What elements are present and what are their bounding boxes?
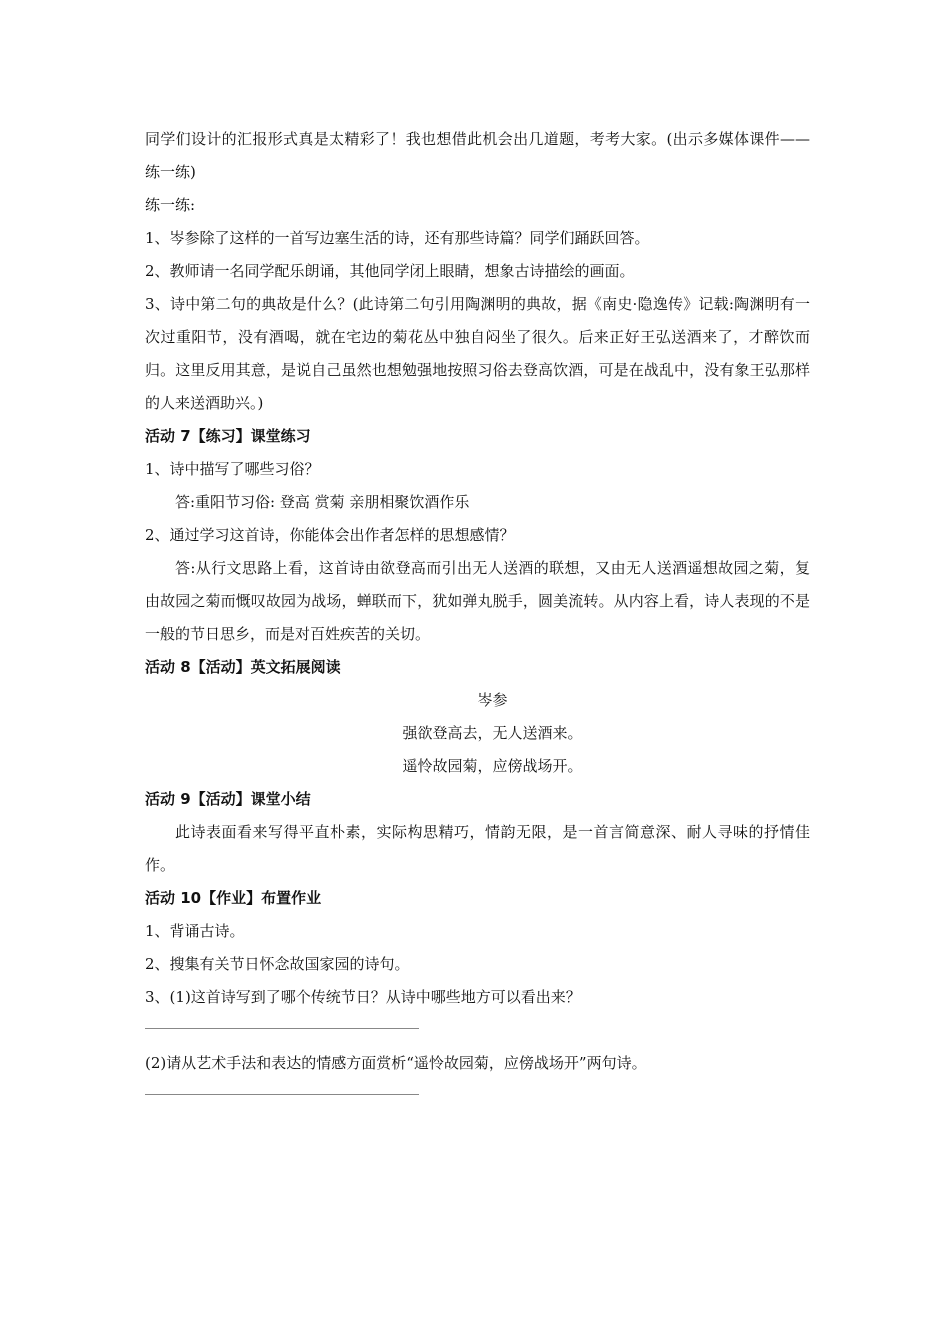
activity-10-heading: 活动 10【作业】布置作业 — [145, 889, 322, 907]
answer-line-1 — [145, 1028, 419, 1029]
practice-title: 练一练: — [145, 196, 196, 214]
activity-9-heading: 活动 9【活动】课堂小结 — [145, 790, 311, 808]
activity-7-answer-2: 答:从行文思路上看，这首诗由欲登高而引出无人送酒的联想，又由无人送酒遥想故园之菊，复由故园之菊而慨叹故园为战场，蝉联而下，犹如弹丸脱手，圆美流转。从内容上看，诗人表现的不是一般的节日思乡，而是对百姓疾苦的关切。 — [145, 559, 810, 643]
intro-paragraph: 同学们设计的汇报形式真是太精彩了！我也想借此机会出几道题，考考大家。(出示多媒体课件——练一练) — [145, 130, 810, 181]
answer-line-2 — [145, 1094, 419, 1095]
activity-7-answer-1: 答:重阳节习俗: 登高 赏菊 亲朋相聚饮酒作乐 — [175, 493, 470, 511]
practice-item-2: 2、教师请一名同学配乐朗诵，其他同学闭上眼睛，想象古诗描绘的画面。 — [145, 262, 635, 280]
homework-item-1: 1、背诵古诗。 — [145, 922, 245, 940]
activity-9-summary: 此诗表面看来写得平直朴素，实际构思精巧，情韵无限，是一首言简意深、耐人寻味的抒情佳作。 — [145, 823, 810, 874]
poem-author: 岑参 — [477, 691, 508, 709]
activity-7-question-2: 2、通过学习这首诗，你能体会出作者怎样的思想感情？ — [145, 526, 515, 544]
activity-8-heading: 活动 8【活动】英文拓展阅读 — [145, 658, 341, 676]
poem-line-2: 遥怜故园菊，应傍战场开。 — [402, 757, 583, 775]
homework-item-3b: (2)请从艺术手法和表达的情感方面赏析“遥怜故园菊，应傍战场开”两句诗。 — [145, 1054, 647, 1072]
homework-item-3: 3、(1)这首诗写到了哪个传统节日？从诗中哪些地方可以看出来？ — [145, 988, 581, 1006]
poem-line-1: 强欲登高去，无人送酒来。 — [402, 724, 583, 742]
practice-item-3: 3、诗中第二句的典故是什么？(此诗第二句引用陶渊明的典故，据《南史·隐逸传》记载:陶渊明有一次过重阳节，没有酒喝，就在宅边的菊花丛中独自闷坐了很久。后来正好王弘送酒来了，才醉饮而归。这里反用其意，是说自己虽然也想勉强地按照习俗去登高饮酒，可是在战乱中，没有象王弘那样的人来送酒助兴。) — [145, 295, 810, 412]
activity-7-heading: 活动 7【练习】课堂练习 — [145, 427, 311, 445]
activity-7-question-1: 1、诗中描写了哪些习俗？ — [145, 460, 320, 478]
practice-item-1: 1、岑参除了这样的一首写边塞生活的诗，还有那些诗篇？同学们踊跃回答。 — [145, 229, 650, 247]
homework-item-2: 2、搜集有关节日怀念故国家园的诗句。 — [145, 955, 410, 973]
